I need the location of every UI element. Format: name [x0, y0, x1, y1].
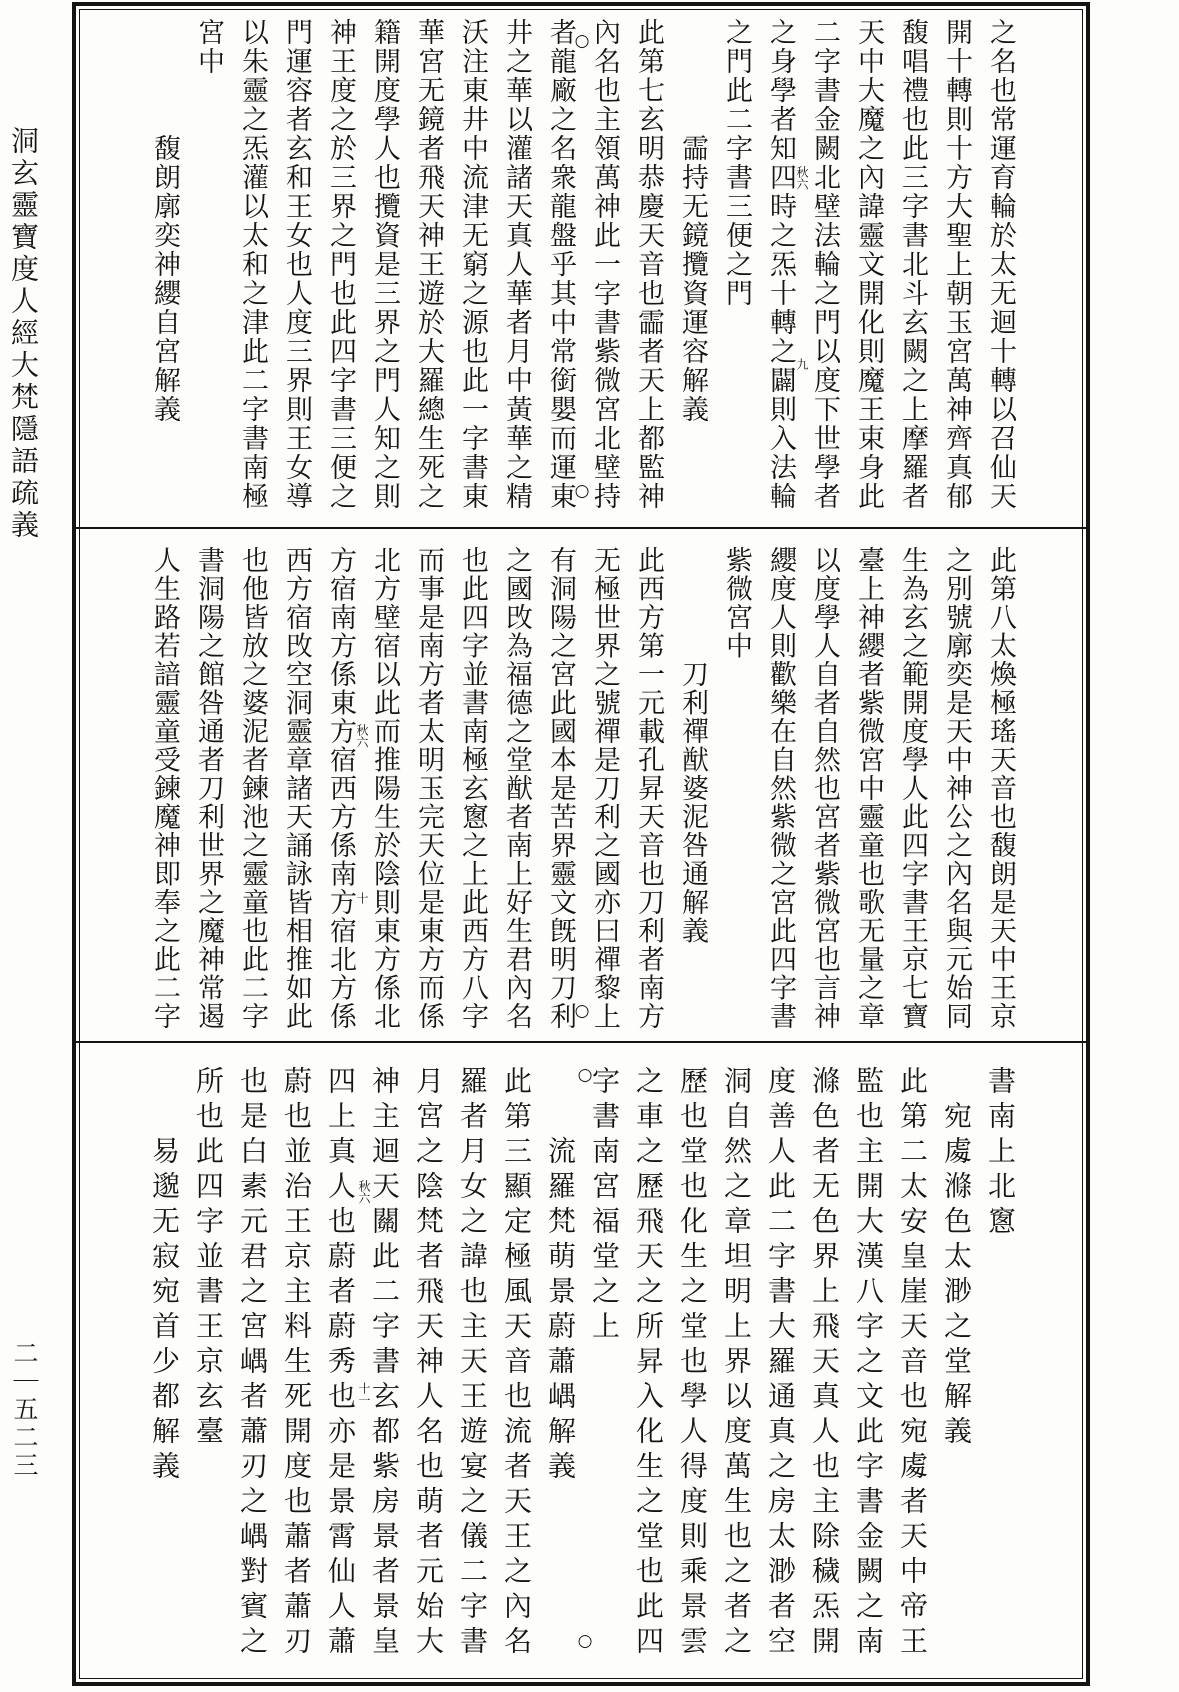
- text-column: 神王度之於三界之門也此四字書三便之: [325, 18, 356, 511]
- register-top: [142, 18, 1022, 523]
- text-column: 四上真人也蔚者蔚秀也亦是景霄仙人蕭: [324, 1066, 357, 1661]
- text-column: 書洞陽之館咎通者刀利世界之魔神常遏: [193, 546, 224, 1031]
- text-column: 之車之歷飛天之所昇入化生之堂也此四: [632, 1066, 665, 1661]
- text-column: 馥唱禮也此三字書北斗玄闕之上摩羅者: [897, 18, 928, 511]
- text-column: 羅者月女之諱也主天王遊宴之儀二字書: [456, 1066, 489, 1661]
- text-column: 井之華以灌諸天真人華者月中黃華之精: [501, 18, 532, 511]
- text-column: 沃注東井中流津无窮之源也此一字書東: [457, 18, 488, 511]
- text-column: 宮中: [193, 18, 224, 76]
- register-divider-lower: [76, 1041, 1086, 1043]
- text-column: 此第八太煥極瑤天音也馥朗是天中王京: [985, 546, 1016, 1031]
- text-column: 滌色者无色界上飛天真人也主除穢炁開: [808, 1066, 841, 1661]
- section-circle-mark: ○: [574, 31, 590, 51]
- text-column: 之國攺為福德之堂猷者南上好生君內名: [501, 546, 532, 1031]
- text-column: 歷也堂也化生之堂也學人得度則乘景雲: [676, 1066, 709, 1661]
- text-column: 臺上神纓者紫微宮中靈童也歌无量之章: [853, 546, 884, 1031]
- text-column: 此第二太安皇崖天音也宛䖏者天中帝王: [896, 1066, 929, 1661]
- volume-mark: 秋六: [357, 1180, 371, 1204]
- section-heading: 刀利禪猷婆泥咎通解義: [677, 660, 708, 945]
- text-column: 月宮之陰梵者飛天神人名也萌者元始大: [412, 1066, 445, 1661]
- section-heading: 霝持无鏡攬資運容解義: [677, 134, 708, 424]
- text-column: 西方宿攺空洞靈章諸天誦詠皆相推如此: [281, 546, 312, 1031]
- section-heading: 馥朗廓奕神纓自宮解義: [149, 134, 180, 424]
- text-column: 也他皆放之婆泥者鍊池之靈童也此二字: [237, 546, 268, 1031]
- text-column: 之名也常運育輪於太无迴十轉以召仙天: [985, 18, 1016, 511]
- register-middle: [142, 546, 1022, 1036]
- text-column: 開十轉則十方大聖上朝玉宮萬神齊真郁: [941, 18, 972, 511]
- text-column: 也是白素元君之宮嵎者蕭刃之嵎對賓之: [236, 1066, 269, 1661]
- text-column: 內名也主領萬神此一字書紫微宮北壁持: [589, 18, 620, 511]
- text-column: 蔚也並治王京主料生死開度也蕭者蕭刃: [280, 1066, 313, 1661]
- text-column: 此第三顯定極風天音也流者天王之內名: [500, 1066, 533, 1661]
- text-column: 人生路若諳靈童受鍊魔神即奉之此二字: [149, 546, 180, 1031]
- folio-mark: 十一: [357, 1382, 371, 1406]
- section-circle-mark: ○: [574, 481, 590, 501]
- text-column: 紫微宮中: [721, 546, 752, 660]
- text-column: 書南上北窻: [984, 1066, 1017, 1241]
- folio-mark: 九: [795, 358, 809, 370]
- register-divider-upper: [76, 527, 1086, 529]
- page-number: 二｜五二三: [10, 1340, 39, 1480]
- text-column: 此西方第一元載孔昇天音也刀利者南方: [633, 546, 664, 1031]
- text-column: 纓度人則歡樂在自然紫微之宮此四字書: [765, 546, 796, 1031]
- text-column: 无極世界之號禪是刀利之國亦曰禪黎上: [589, 546, 620, 1031]
- section-circle-mark: ○: [577, 1631, 593, 1651]
- text-column: 之別號廓奕是天中神公之內名與元始同: [941, 546, 972, 1031]
- text-column: 神主迴天關此二字書玄都紫房景者景皇: [368, 1066, 401, 1661]
- text-column: 度善人此二字書大羅通真之房太渺者空: [764, 1066, 797, 1661]
- text-column: 以度學人自者自然也宮者紫微宮也言神: [809, 546, 840, 1031]
- folio-mark: 十: [355, 892, 369, 904]
- text-column: 生為玄之範開度學人此四字書王京七寶: [897, 546, 928, 1031]
- margin-book-title: 洞玄靈寶度人經大梵隱語疏義: [7, 126, 40, 542]
- text-column: 籍開度學人也攬資是三界之門人知之則: [369, 18, 400, 511]
- volume-mark: 秋六: [355, 724, 369, 748]
- section-circle-mark: ○: [574, 1001, 590, 1021]
- text-column: 洞自然之章坦明上界以度萬生也之者之: [720, 1066, 753, 1661]
- section-heading: 流羅梵萌景蔚蕭嵎解義: [544, 1136, 577, 1486]
- text-column: 之身學者知四時之炁十轉之闢則入法輪: [765, 18, 796, 511]
- text-column: 者龍廠之名衆龍盤乎其中常銜嬰而運東: [545, 18, 576, 511]
- text-column: 之門此二字書三便之門: [721, 18, 752, 308]
- register-bottom: [142, 1066, 1022, 1674]
- text-column: 華宮无鏡者飛天神王遊於大羅總生死之: [413, 18, 444, 511]
- section-circle-mark: ○: [577, 1065, 593, 1085]
- text-column: 而事是南方者太明玉完天位是東方而係: [413, 546, 444, 1031]
- volume-mark: 秋六: [795, 166, 809, 190]
- text-column: 二字書金闕北壁法輪之門以度下世學者: [809, 18, 840, 511]
- section-heading: 易邈无寂宛首少都解義: [148, 1136, 181, 1486]
- text-column: 方宿南方係東方宿西方係南方宿北方係: [325, 546, 356, 1031]
- text-column: 以朱靈之炁灌以太和之津此二字書南極: [237, 18, 268, 511]
- section-heading: 宛䖏滌色太渺之堂解義: [940, 1101, 973, 1451]
- text-column: 有洞陽之宮此國本是苦界靈文旣明刀利: [545, 546, 576, 1031]
- text-column: 字書南宮福堂之上: [588, 1066, 621, 1346]
- text-column: 也此四字並書南極玄窻之上此西方八字: [457, 546, 488, 1031]
- text-column: 監也主開大漢八字之文此字書金闕之南: [852, 1066, 885, 1661]
- text-column: 門運容者玄和王女也人度三界則王女導: [281, 18, 312, 511]
- text-column: 此第七玄明恭慶天音也霝者天上都監神: [633, 18, 664, 511]
- text-column: 所也此四字並書王京玄臺: [192, 1066, 225, 1451]
- text-column: 天中大魔之內諱靈文開化則魔王束身此: [853, 18, 884, 511]
- text-column: 北方壁宿以此而推陽生於陰則東方係北: [369, 546, 400, 1031]
